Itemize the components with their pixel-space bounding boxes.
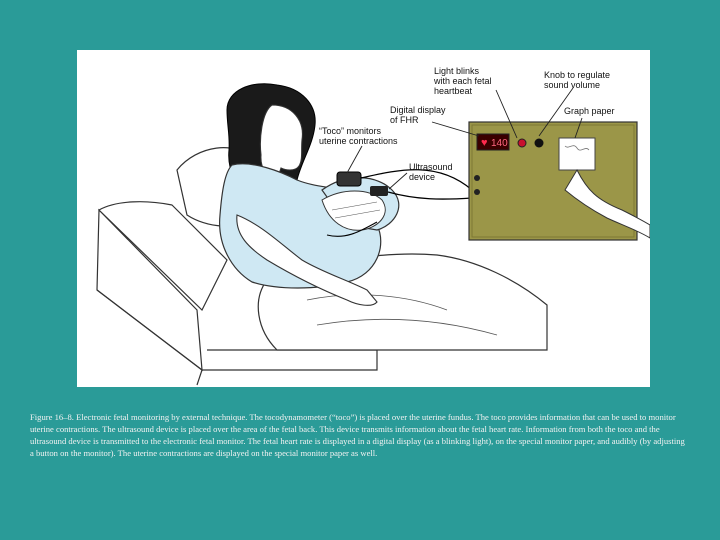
label-light-blinks: Light blinks with each fetal heartbeat — [434, 66, 492, 96]
figure-illustration — [77, 50, 650, 387]
heartbeat-indicator-light — [518, 139, 526, 147]
label-graph-paper: Graph paper — [564, 106, 615, 116]
ultrasound-cable — [388, 192, 472, 199]
input-jack-2 — [474, 189, 480, 195]
volume-knob — [535, 139, 544, 148]
toco-device — [337, 172, 361, 186]
fhr-value: 140 — [491, 138, 508, 149]
label-knob: Knob to regulate sound volume — [544, 70, 611, 90]
label-digital-display: Digital display of FHR — [390, 105, 446, 125]
label-toco: “Toco” monitors uterine contractions — [319, 126, 398, 146]
input-jack-1 — [474, 175, 480, 181]
illustration-svg — [77, 50, 650, 387]
graph-paper-window — [559, 138, 595, 170]
label-ultrasound: Ultrasound device — [409, 162, 453, 182]
figure-caption: Figure 16–8. Electronic fetal monitoring by external technique. The tocodynamometer (“toco”) is placed over the uterine fundus. The toco provides information that can be used to monitor uterine contractions. The ultrasound device is placed over the area of the fetal back. This device transmits information about the fetal heart rate. Information from both the toco and the ultrasound device is transmitted to the electronic fetal monitor. The fetal heart rate is displayed in a digital display (as a blinking light), on the special monitor paper, and audibly (by adjusting a button on the monitor). The uterine contractions are displayed on the special monitor paper as well. — [30, 412, 685, 459]
ultrasound-device — [370, 186, 388, 196]
fetal-monitor — [469, 122, 637, 240]
heart-icon: ♥ — [481, 137, 488, 149]
